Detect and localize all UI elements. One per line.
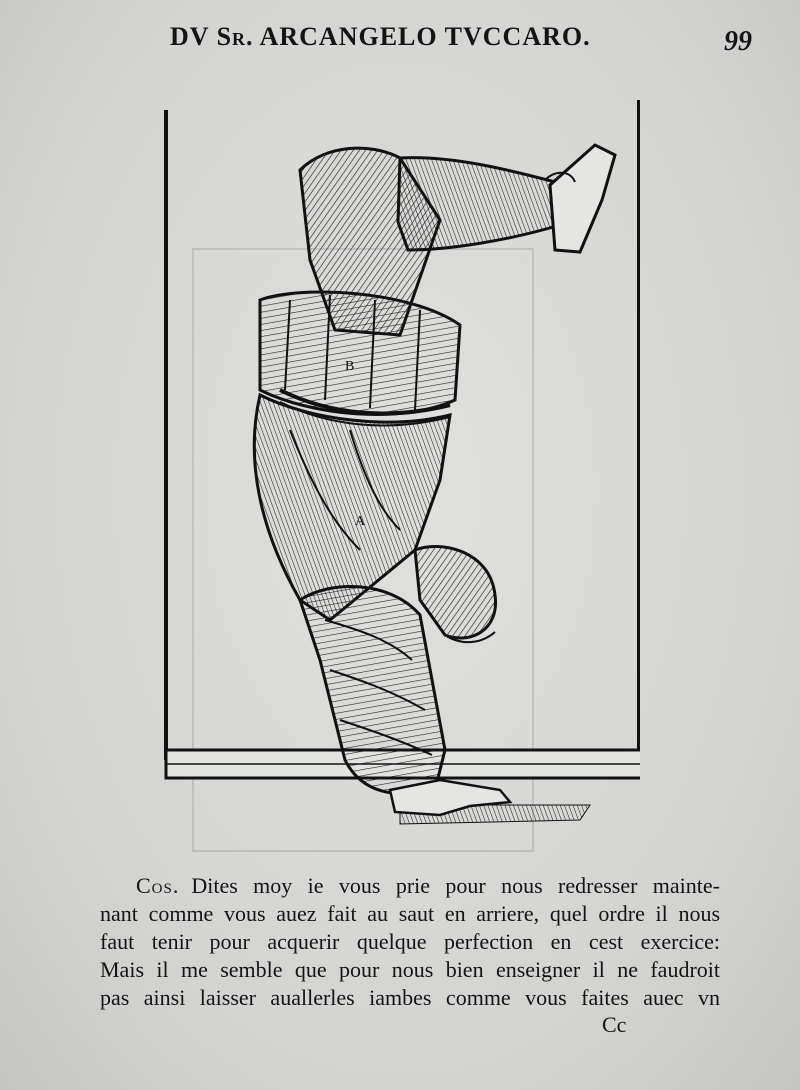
text-line-5: pas ainsi laisser auallerles iambes comme vous faites auec vn — [100, 985, 720, 1010]
text-line-2: nant comme vous auez fait au saut en arriere, quel ordre il nous — [100, 901, 720, 926]
page-number: 99 — [724, 26, 752, 57]
text-line-1-content: Dites moy ie vous prie pour nous redresser mainte- — [191, 873, 720, 898]
text-line-4: Mais il me semble que pour nous bien enseigner il ne faudroit — [100, 957, 720, 982]
handstand-woodcut — [150, 100, 640, 840]
figure-label-a: A — [355, 514, 366, 529]
speaker-name: Cos. — [136, 873, 180, 898]
woodcut-illustration — [150, 100, 640, 840]
text-line-3: faut tenir pour acquerir quelque perfection en cest exercice: — [100, 929, 720, 954]
figure-label-b: B — [345, 359, 355, 374]
catchword: Cc — [602, 1012, 627, 1037]
text-line-1 — [100, 872, 720, 900]
body-text — [100, 872, 720, 1012]
running-head: DV Sr. ARCANGELO TVCCARO. — [170, 22, 591, 51]
